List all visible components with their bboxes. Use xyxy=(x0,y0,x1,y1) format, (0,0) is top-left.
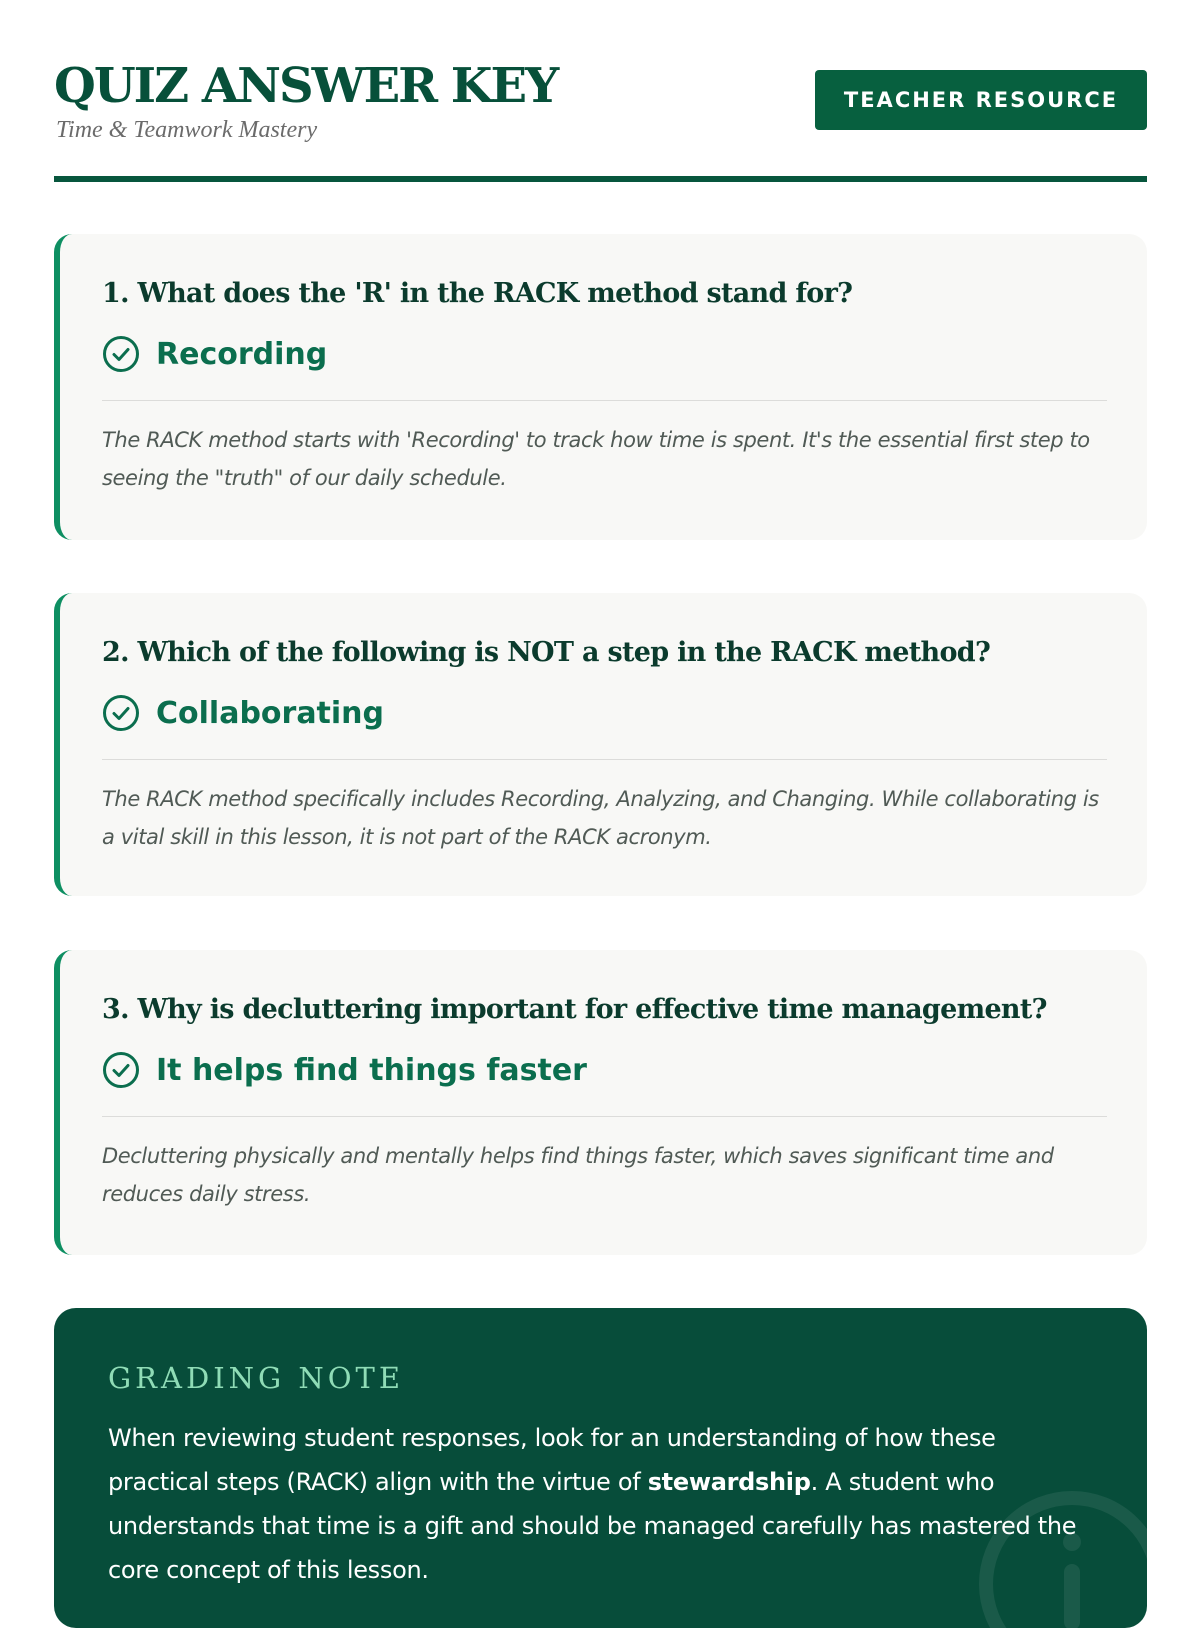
answer-explanation: The RACK method specifically includes Recording, Analyzing, and Changing. While collaborating is a vital skill in this lesson, it is not part of the RACK acronym. xyxy=(102,787,1099,849)
grading-note-title: GRADING NOTE xyxy=(108,1361,405,1395)
divider xyxy=(102,759,1107,760)
teacher-resource-badge: TEACHER RESOURCE xyxy=(815,70,1147,130)
correct-answer xyxy=(102,691,1107,735)
page-title: QUIZ ANSWER KEY xyxy=(54,58,558,114)
answer-explanation: The RACK method starts with 'Recording' to track how time is spent. It's the essential first step to seeing the "truth" of our daily schedule. xyxy=(102,428,1090,490)
page-subtitle: Time & Teamwork Mastery xyxy=(56,117,318,143)
question-card-1 xyxy=(54,234,1147,540)
correct-answer xyxy=(102,1048,1107,1092)
divider xyxy=(102,400,1107,401)
answer-text: It helps find things faster xyxy=(156,1052,587,1088)
check-circle-icon xyxy=(102,335,140,373)
question-text: 3. Why is decluttering important for effective time management? xyxy=(102,994,1047,1025)
grading-note-text-part: When reviewing student responses, look for an understanding of how these practical steps (RACK) align with the virtue of xyxy=(108,1424,996,1496)
question-card-2 xyxy=(54,593,1147,896)
page-header xyxy=(54,56,1147,182)
grading-note-text-part: . A student who understands that time is a gift and should be managed carefully has mastered the core concept of this lesson. xyxy=(108,1468,1077,1584)
grading-note-text xyxy=(108,1416,1097,1592)
correct-answer xyxy=(102,332,1107,376)
check-circle-icon xyxy=(102,694,140,732)
info-icon xyxy=(972,1484,1147,1628)
question-card-3 xyxy=(54,950,1147,1255)
answer-text: Collaborating xyxy=(156,695,385,731)
question-text: 1. What does the 'R' in the RACK method stand for? xyxy=(102,278,853,309)
question-text: 2. Which of the following is NOT a step in the RACK method? xyxy=(102,637,991,668)
grading-note xyxy=(54,1308,1147,1628)
answer-text: Recording xyxy=(156,336,328,372)
answer-explanation: Decluttering physically and mentally helps find things faster, which saves significant time and reduces daily stress. xyxy=(102,1144,1054,1206)
stewardship-emphasis: stewardship xyxy=(647,1468,811,1496)
divider xyxy=(102,1116,1107,1117)
check-circle-icon xyxy=(102,1051,140,1089)
